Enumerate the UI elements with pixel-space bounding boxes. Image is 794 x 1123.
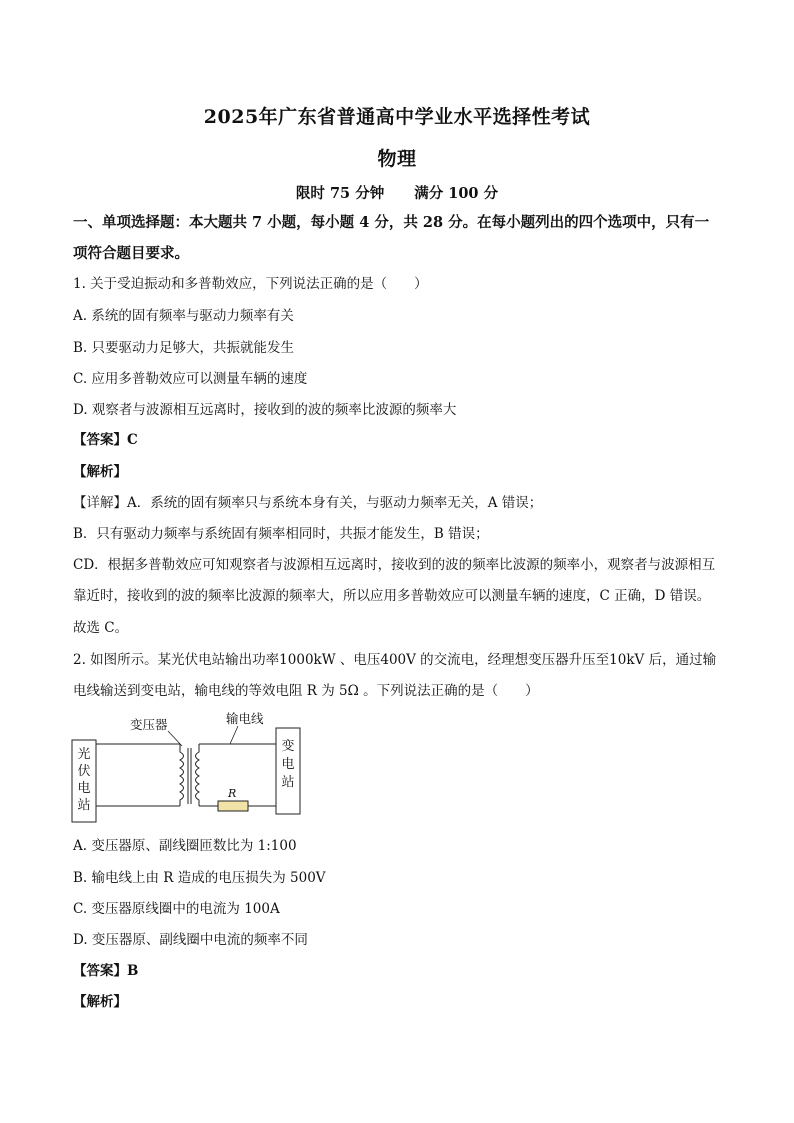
sink-char-2: 电 [281, 757, 295, 772]
section-heading: 一、单项选择题：本大题共 7 小题，每小题 4 分，共 28 分。在每小题列出的四个选项中，只有一项符合题目要求。 [73, 214, 710, 262]
time-limit: 限时 75 分钟 [295, 185, 385, 202]
sink-label [281, 738, 294, 790]
line-pointer [230, 726, 238, 744]
subject-title: 物理 [377, 148, 417, 170]
sink-char-1: 变 [281, 739, 295, 754]
q1-option-b: B. 只要驱动力足够大，共振就能发生 [73, 340, 295, 356]
q1-option-a: A. 系统的固有频率与驱动力频率有关 [73, 308, 294, 324]
q1-detail-a: 【详解】A．系统的固有频率只与系统本身有关，与驱动力频率无关，A 错误； [73, 495, 543, 511]
source-char-1: 光 [77, 747, 91, 762]
exam-title: 2025年广东省普通高中学业水平选择性考试 [203, 106, 591, 128]
primary-coil-icon [180, 744, 184, 806]
q2-option-a: A. 变压器原、副线圈匝数比为 1:100 [73, 838, 297, 854]
q2-answer: 【答案】B [73, 963, 139, 979]
transformer-label: 变压器 [130, 717, 168, 732]
q2-analysis: 【解析】 [73, 994, 127, 1010]
q1-analysis: 【解析】 [73, 464, 127, 480]
q1-stem: 1. 关于受迫振动和多普勒效应，下列说法正确的是（ ） [73, 276, 428, 292]
q1-detail-cd: CD．根据多普勒效应可知观察者与波源相互远离时，接收到的波的频率比波源的频率小，观察者与波源相互靠近时，接收到的波的频率比波源的频率大，所以应用多普勒效应可以测量车辆的速度，C 正确，D 错误。 [73, 557, 716, 604]
source-char-3: 电 [77, 781, 91, 796]
q2-option-c: C. 变压器原线圈中的电流为 100A [73, 901, 280, 917]
resistor-label: R [228, 787, 237, 800]
q2-stem: 2. 如图所示。某光伏电站输出功率1000kW 、电压400V 的交流电，经理想变压器升压至10kV 后，通过输电线输送到变电站，输电线的等效电阻 R 为 5Ω 。下列说法正确的是（ ） [73, 652, 717, 699]
secondary-coil-icon [196, 744, 200, 806]
q2-option-b: B. 输电线上由 R 造成的电压损失为 500V [73, 870, 326, 886]
q1-conclusion: 故选 C。 [73, 620, 129, 636]
q2-option-d: D. 变压器原、副线圈中电流的频率不同 [73, 932, 308, 948]
q1-option-c: C. 应用多普勒效应可以测量车辆的速度 [73, 371, 308, 387]
q1-detail-b: B．只有驱动力频率与系统固有频率相同时，共振才能发生，B 错误； [73, 526, 489, 542]
q1-answer: 【答案】C [73, 432, 138, 448]
resistor-icon [218, 801, 248, 811]
exam-meta [0, 182, 794, 203]
source-char-2: 伏 [77, 764, 91, 779]
full-score: 满分 100 分 [414, 185, 499, 202]
q1-option-d: D. 观察者与波源相互远离时，接收到的波的频率比波源的频率大 [73, 402, 457, 418]
line-label: 输电线 [226, 711, 264, 726]
sink-char-3: 站 [281, 775, 295, 790]
source-label [77, 746, 90, 813]
power-transmission-diagram [70, 708, 330, 826]
source-char-4: 站 [77, 798, 91, 813]
